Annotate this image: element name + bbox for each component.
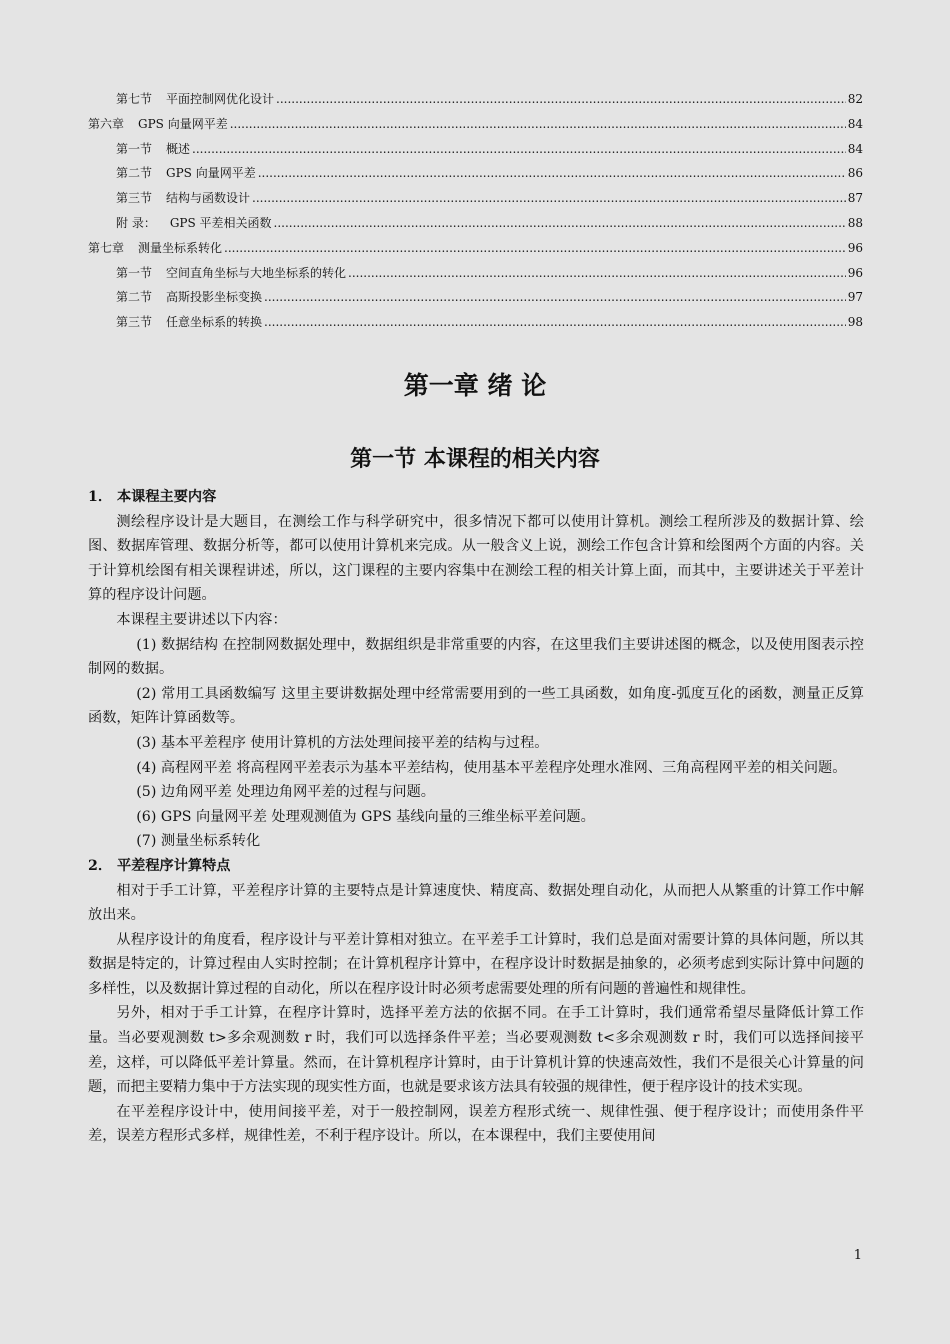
- toc-leader-dots: [264, 310, 846, 335]
- toc-entry-number: 第七节: [116, 92, 153, 106]
- toc-entry[interactable]: [88, 261, 863, 286]
- toc-entry-number: 第七章: [88, 240, 125, 255]
- toc-entry-title: 概述: [166, 141, 191, 156]
- toc-leader-dots: [264, 285, 846, 310]
- page-number: 1: [853, 1248, 862, 1263]
- toc-entry-title: 测量坐标系转化: [138, 240, 223, 255]
- toc-leader-dots: [224, 236, 846, 261]
- toc-entry-page: 84: [847, 141, 863, 156]
- toc-entry-page: 84: [847, 116, 863, 131]
- toc-entry-number: 第一节: [116, 265, 153, 280]
- toc-entry[interactable]: [88, 285, 863, 310]
- toc-entry-number: 附 录：: [116, 215, 156, 230]
- toc-entry-title: 高斯投影坐标变换: [166, 290, 263, 305]
- toc-entry-page: 96: [847, 240, 863, 255]
- paragraph: 本课程主要讲述以下内容：: [116, 611, 287, 628]
- toc-entry[interactable]: [88, 186, 863, 211]
- toc-leader-dots: [276, 87, 846, 112]
- toc-entry-title: 结构与函数设计: [166, 191, 251, 206]
- table-of-contents: [88, 87, 863, 335]
- toc-entry-title: 任意坐标系的转换: [166, 315, 263, 330]
- toc-entry[interactable]: [88, 112, 863, 137]
- chapter-title: 第一章 绪 论: [403, 371, 547, 400]
- toc-leader-dots: [252, 186, 846, 211]
- paragraph: 从程序设计的角度看，程序设计与平差计算相对独立。在平差手工计算时，我们总是面对需要计算的具体问题，所以其数据是特定的，计算过程由人实时控制；在计算机程序计算中，在程序设计时数据是抽象的，必须考虑到实际计算中问题的多样性，以及数据计算过程的自动化，所以在程序设计时必须考虑需要处理的所有问题的普遍性和规律性。: [88, 931, 864, 997]
- toc-leader-dots: [348, 261, 846, 286]
- toc-entry-title: GPS 向量网平差: [138, 116, 228, 131]
- paragraph: 另外，相对于手工计算，在程序计算时，选择平差方法的依据不同。在手工计算时，我们通常希望尽量降低计算工作量。当必要观测数 t>多余观测数 r 时，我们可以选择条件平差；当必要观测数 t<多余观测数 r 时，我们可以选择间接平差，这样，可以降低平差计算量。然而，在计算机程序计算时，由于计算机计算的快速高效性，我们不是很关心计算量的问题，而把主要精力集中于方法实现的现实性方面，也就是要求该方法具有较强的规律性，便于程序设计的技术实现。: [88, 1005, 864, 1096]
- list-item: (7) 测量坐标系转化: [136, 833, 261, 850]
- toc-leader-dots: [274, 211, 846, 236]
- toc-entry-page: 98: [847, 315, 863, 330]
- toc-entry-page: 86: [847, 166, 863, 181]
- toc-entry-page: 96: [847, 265, 863, 280]
- subsection-heading: 1． 本课程主要内容: [88, 489, 217, 505]
- toc-entry-title: 空间直角坐标与大地坐标系的转化: [166, 265, 347, 280]
- toc-entry-page: 87: [847, 191, 863, 206]
- paragraph: 在平差程序设计中，使用间接平差，对于一般控制网，误差方程形式统一、规律性强、便于程序设计；而使用条件平差，误差方程形式多样，规律性差，不利于程序设计。所以，在本课程中，我们主要使用间: [88, 1103, 864, 1145]
- list-item: (4) 高程网平差 将高程网平差表示为基本平差结构，使用基本平差程序处理水准网、三角高程网平差的相关问题。: [136, 759, 847, 776]
- toc-entry-number: 第二节: [116, 166, 153, 181]
- toc-leader-dots: [258, 161, 846, 186]
- toc-leader-dots: [192, 137, 846, 162]
- toc-entry-page: 88: [847, 215, 863, 230]
- toc-entry[interactable]: [88, 161, 863, 186]
- toc-entry[interactable]: [88, 236, 863, 261]
- list-item: (5) 边角网平差 处理边角网平差的过程与问题。: [136, 784, 435, 801]
- toc-entry-title: GPS 向量网平差: [166, 166, 256, 181]
- list-item: (1) 数据结构 在控制网数据处理中，数据组织是非常重要的内容，在这里我们主要讲述图的概念，以及使用图表示控制网的数据。: [88, 636, 864, 678]
- toc-entry-title: 平面控制网优化设计: [166, 92, 275, 106]
- list-item: (3) 基本平差程序 使用计算机的方法处理间接平差的结构与过程。: [136, 734, 549, 751]
- toc-entry-number: 第二节: [116, 290, 153, 305]
- toc-entry-number: 第三节: [116, 315, 153, 330]
- subsection-heading: 2． 平差程序计算特点: [88, 857, 231, 874]
- paragraph: 相对于手工计算，平差程序计算的主要特点是计算速度快、精度高、数据处理自动化，从而把人从繁重的计算工作中解放出来。: [88, 882, 864, 924]
- toc-entry-number: 第三节: [116, 191, 153, 206]
- toc-entry[interactable]: [88, 211, 863, 236]
- toc-entry[interactable]: [88, 137, 863, 162]
- toc-entry-page: 82: [847, 92, 863, 106]
- list-item: (2) 常用工具函数编写 这里主要讲数据处理中经常需要用到的一些工具函数，如角度-弧度互化的函数，测量正反算函数，矩阵计算函数等。: [88, 685, 864, 727]
- toc-entry-number: 第六章: [88, 116, 125, 131]
- section-title: 第一节 本课程的相关内容: [350, 446, 600, 472]
- paragraph: 测绘程序设计是大题目，在测绘工作与科学研究中，很多情况下都可以使用计算机。测绘工程所涉及的数据计算、绘图、数据库管理、数据分析等，都可以使用计算机来完成。从一般含义上说，测绘工作包含计算和绘图两个方面的内容。关于计算机绘图有相关课程讲述，所以，这门课程的主要内容集中在测绘工程的相关计算上面，而其中，主要讲述关于平差计算的程序设计问题。: [88, 513, 864, 604]
- toc-entry[interactable]: [88, 310, 863, 335]
- toc-leader-dots: [230, 112, 846, 137]
- toc-entry-page: 97: [847, 290, 863, 305]
- list-item: (6) GPS 向量网平差 处理观测值为 GPS 基线向量的三维坐标平差问题。: [136, 808, 595, 825]
- toc-entry-number: 第一节: [116, 141, 153, 156]
- toc-entry[interactable]: [88, 87, 863, 112]
- body-text: [88, 485, 864, 1149]
- toc-entry-title: GPS 平差相关函数: [169, 215, 272, 230]
